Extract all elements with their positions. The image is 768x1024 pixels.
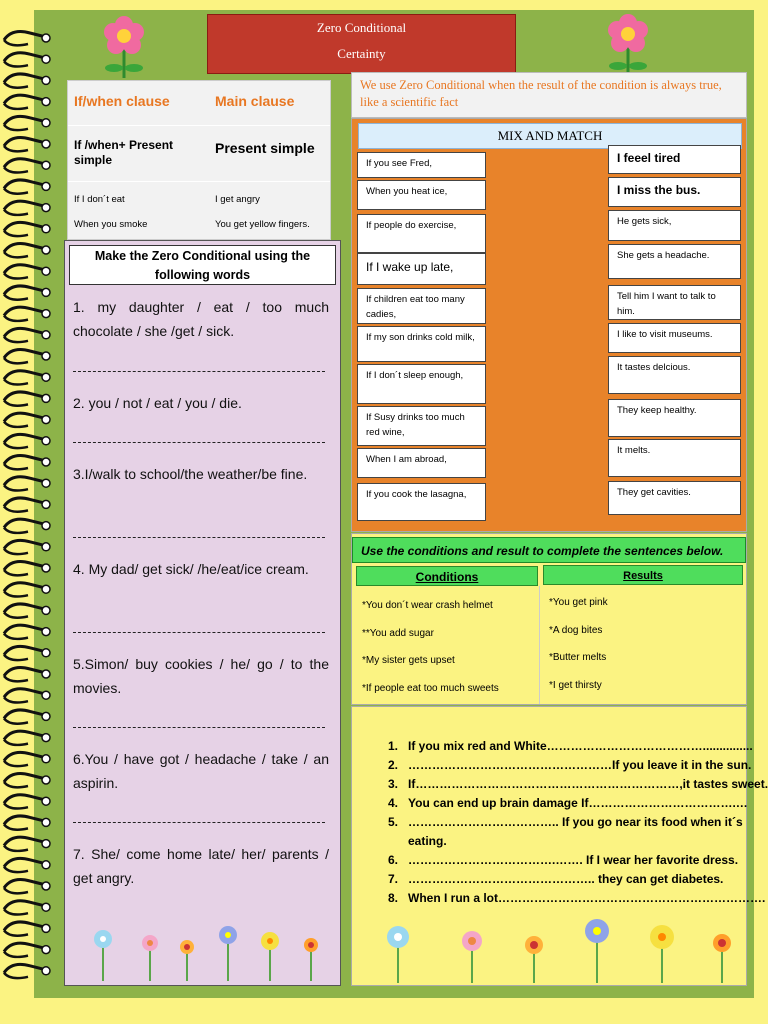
sentence-text[interactable]: If you mix red and White…………………………………............... [408, 739, 753, 753]
spiral-binding [0, 26, 60, 981]
exercise-item: 4. My dad/ get sick/ /he/eat/ice cream. [73, 561, 309, 577]
spiral-ring [4, 880, 50, 894]
sentence-text[interactable]: ……………………………………………If you leave it in the sun. [408, 758, 752, 772]
match-right-box[interactable]: I feeel tired [608, 145, 741, 174]
spiral-ring [4, 498, 50, 512]
spiral-ring [4, 943, 50, 957]
result-item: *Butter melts [549, 652, 607, 663]
spiral-ring [4, 265, 50, 279]
match-left-box[interactable]: If Susy drinks too much red wine, [357, 406, 486, 446]
spiral-ring [4, 583, 50, 597]
match-left-box[interactable]: If children eat too many cadies, [357, 288, 486, 324]
match-right-box[interactable]: Tell him I want to talk to him. [608, 285, 741, 320]
sentence-number: 4. [387, 796, 398, 810]
exercise-panel [64, 240, 341, 986]
spiral-ring [4, 689, 50, 703]
spiral-ring [4, 32, 50, 46]
spiral-ring [4, 964, 50, 978]
grammar-example-row [68, 181, 330, 242]
sentence-number: 5. [387, 815, 398, 829]
condition-item: *If people eat too much sweets [362, 683, 499, 694]
definition-text: We use Zero Conditional when the result of the condition is always true, like a scientific fact [360, 78, 722, 109]
sentence-text[interactable]: When I run a lot…………………………………………………………. [408, 891, 766, 905]
match-right-box[interactable]: It tastes delcious. [608, 356, 741, 394]
spiral-ring [4, 816, 50, 830]
spiral-ring [4, 180, 50, 194]
grammar-table [67, 80, 331, 240]
subtitle-text: Certainty [337, 46, 386, 61]
exercise-item: 5.Simon/ buy cookies / he/ go / to the movies. [73, 656, 329, 696]
spiral-ring [4, 562, 50, 576]
spiral-ring [4, 456, 50, 470]
sentence-text[interactable]: ……………………………………….. they can get diabetes. [408, 872, 724, 886]
spiral-ring [4, 837, 50, 851]
spiral-ring [4, 74, 50, 88]
spiral-ring [4, 774, 50, 788]
answer-line[interactable] [73, 537, 325, 538]
flower-border-decoration [372, 917, 744, 983]
condition-item: *My sister gets upset [362, 655, 455, 666]
spiral-ring [4, 413, 50, 427]
spiral-ring [4, 350, 50, 364]
sentence-number: 6. [387, 853, 398, 867]
exercise-item: 7. She/ come home late/ her/ parents / get angry. [73, 846, 329, 886]
spiral-ring [4, 201, 50, 215]
condition-item: **You add sugar [362, 628, 434, 639]
sentence-number: 8. [387, 891, 398, 905]
match-right-box[interactable]: He gets sick, [608, 210, 741, 241]
example1-main: I get angry [215, 194, 260, 205]
spiral-ring [4, 116, 50, 130]
match-left-box[interactable]: If you cook the lasagna, [357, 483, 486, 521]
spiral-ring [4, 625, 50, 639]
spiral-ring [4, 540, 50, 554]
form-if: If /when+ Present simple [74, 138, 174, 167]
match-left-box[interactable]: If you see Fred, [357, 152, 486, 178]
sentence-number: 3. [387, 777, 398, 791]
spiral-ring [4, 731, 50, 745]
header-main-clause: Main clause [215, 93, 295, 109]
grammar-form-row [68, 125, 330, 182]
grammar-header-row [68, 81, 330, 125]
spiral-ring [4, 159, 50, 173]
sentence-number: 2. [387, 758, 398, 772]
match-left-box[interactable]: When you heat ice, [357, 180, 486, 210]
spiral-ring [4, 434, 50, 448]
sentence-text[interactable]: If…………………………………………………………,it tastes sweet. [408, 777, 768, 791]
spiral-ring [4, 53, 50, 67]
match-right-box[interactable]: She gets a headache. [608, 244, 741, 279]
title-banner [207, 14, 516, 74]
spiral-ring [4, 668, 50, 682]
definition-box [351, 72, 747, 118]
conditions-header: Conditions [356, 566, 538, 586]
spiral-ring [4, 922, 50, 936]
sentence-number: 1. [387, 739, 398, 753]
sentence-text[interactable]: You can end up brain damage If……………………………….… [408, 796, 748, 810]
spiral-ring [4, 646, 50, 660]
sentence-text[interactable]: eating. [408, 834, 447, 848]
title-text: Zero Conditional [316, 20, 407, 35]
spiral-ring [4, 710, 50, 724]
spiral-ring [4, 477, 50, 491]
mix-and-match-panel [351, 118, 747, 532]
match-right-box[interactable]: They keep healthy. [608, 399, 741, 437]
mix-heading: MIX AND MATCH [358, 123, 742, 149]
conditions-instruction: Use the conditions and result to complete the sentences below. [352, 537, 746, 563]
answer-line[interactable] [73, 727, 325, 728]
match-left-box[interactable]: When I am abroad, [357, 448, 486, 478]
pink-flower-icon [600, 12, 656, 78]
answer-line[interactable] [73, 371, 325, 372]
exercise-item: 6.You / have got / headache / take / an aspirin. [73, 751, 329, 791]
spiral-ring [4, 858, 50, 872]
result-item: *I get thirsty [549, 680, 602, 691]
spiral-ring [4, 307, 50, 321]
result-item: *A dog bites [549, 625, 603, 636]
match-left-box[interactable]: If my son drinks cold milk, [357, 326, 486, 362]
exercise-item: 1. my daughter / eat / too much chocolate / she /get / sick. [73, 299, 329, 339]
spiral-ring [4, 519, 50, 533]
exercise-item: 2. you / not / eat / you / die. [73, 395, 242, 411]
sentence-number: 7. [387, 872, 398, 886]
result-item: *You get pink [549, 597, 608, 608]
spiral-ring [4, 138, 50, 152]
spiral-ring [4, 752, 50, 766]
flower-border-decoration [75, 921, 331, 981]
match-right-box[interactable]: I miss the bus. [608, 177, 741, 207]
spiral-ring [4, 795, 50, 809]
example2-if: When you smoke [74, 219, 148, 230]
header-if-clause: If/when clause [74, 93, 170, 109]
spiral-ring [4, 244, 50, 258]
spiral-ring [4, 604, 50, 618]
answer-line[interactable] [73, 822, 325, 823]
spiral-ring [4, 901, 50, 915]
example2-main: You get yellow fingers. [215, 219, 310, 230]
match-right-box[interactable]: It melts. [608, 439, 741, 477]
sentences-panel [351, 706, 768, 986]
conditions-panel [351, 533, 747, 705]
pink-flower-icon [96, 14, 152, 80]
match-left-box[interactable]: If I wake up late, [357, 253, 486, 285]
results-header: Results [543, 565, 743, 585]
match-left-box[interactable]: If I don´t sleep enough, [357, 364, 486, 404]
example1-if: If I don´t eat [74, 194, 125, 205]
spiral-ring [4, 392, 50, 406]
answer-line[interactable] [73, 442, 325, 443]
sentence-text[interactable]: ……………………………….. If you go near its food when it´s [408, 815, 743, 829]
answer-line[interactable] [73, 632, 325, 633]
sentence-text[interactable]: ……………………………….……. If I wear her favorite dress. [408, 853, 739, 867]
form-main: Present simple [215, 140, 315, 156]
spiral-ring [4, 328, 50, 342]
spiral-ring [4, 286, 50, 300]
exercise-item: 3.I/walk to school/the weather/be fine. [73, 466, 308, 482]
match-right-box[interactable]: I like to visit museums. [608, 323, 741, 353]
spiral-ring [4, 95, 50, 109]
match-right-box[interactable]: They get cavities. [608, 481, 741, 515]
spiral-ring [4, 222, 50, 236]
spiral-ring [4, 371, 50, 385]
exercise-heading: Make the Zero Conditional using the following words [69, 245, 336, 285]
condition-item: *You don´t wear crash helmet [362, 600, 493, 611]
match-left-box[interactable]: If people do exercise, [357, 214, 486, 253]
